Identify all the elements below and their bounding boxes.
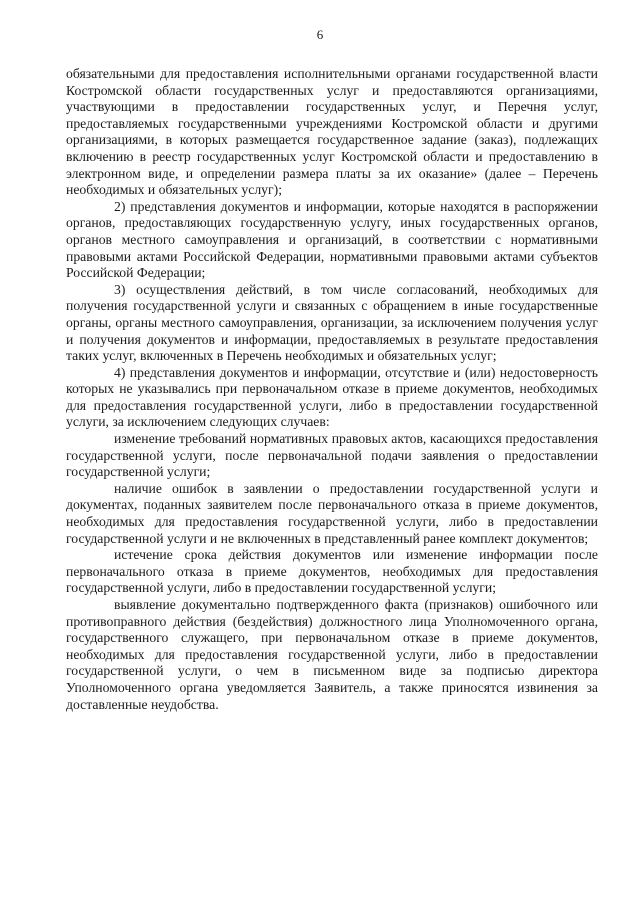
paragraph-case-erroneous-action: выявление документально подтвержденного факта (признаков) ошибочного или противоправного действия (бездействия) должностного лица Уполномоченного органа, государственного служащего, при первоначальном отказе в приеме документов, необходимых для предоставления государственной услуги, либо в предоставлении государственной услуги, о чем в письменном виде за подписью директора Уполномоченного органа уведомляется Заявитель, а также приносятся извинения за доставленные неудобства. — [66, 597, 598, 712]
paragraph-continuation: обязательными для предоставления исполнительными органами государственной власти Костромской области государственных услуг и предоставляются организациями, участвующими в предоставлении государственных услуг, и Перечня услуг, предоставляемых государственными учреждениями Костромской области и другими организациями, в которых размещается государственное задание (заказ), подлежащих включению в реестр государственных услуг Костромской области и предоставлению в электронном виде, и определении размера платы за их оказание» (далее – Перечень необходимых и обязательных услуг); — [66, 66, 598, 198]
paragraph-item-3: 3) осуществления действий, в том числе согласований, необходимых для получения государственной услуги и связанных с обращением в иные государственные органы, органы местного самоуправления, организации, за исключением получения услуг и получения документов и информации, предоставляемых в результате предоставления таких услуг, включенных в Перечень необходимых и обязательных услуг; — [66, 281, 598, 364]
paragraph-item-2: 2) представления документов и информации, которые находятся в распоряжении органов, предоставляющих государственную услугу, иных государственных органов, органов местного самоуправления и организаций, в соответствии с нормативными правовыми актами Российской Федерации, нормативными правовыми актами субъектов Российской Федерации; — [66, 198, 598, 281]
page-number: 6 — [316, 27, 324, 42]
document-body — [66, 66, 598, 713]
paragraph-case-requirements-change: изменение требований нормативных правовых актов, касающихся предоставления государственной услуги, после первоначальной подачи заявления о предоставлении государственной услуги; — [66, 431, 598, 480]
paragraph-item-4: 4) представления документов и информации, отсутствие и (или) недостоверность которых не указывались при первоначальном отказе в приеме документов, необходимых для предоставления государственной услуги, либо в предоставлении государственной услуги, за исключением следующих случаев: — [66, 364, 598, 430]
paragraph-case-errors: наличие ошибок в заявлении о предоставлении государственной услуги и документах, поданных заявителем после первоначального отказа в приеме документов, необходимых для предоставления государственной услуги, либо в предоставлении государственной услуги и не включенных в представленный ранее комплект документов; — [66, 480, 598, 546]
paragraph-case-expiry: истечение срока действия документов или изменение информации после первоначального отказа в приеме документов, необходимых для предоставления государственной услуги, либо в предоставлении государственной услуги; — [66, 547, 598, 596]
